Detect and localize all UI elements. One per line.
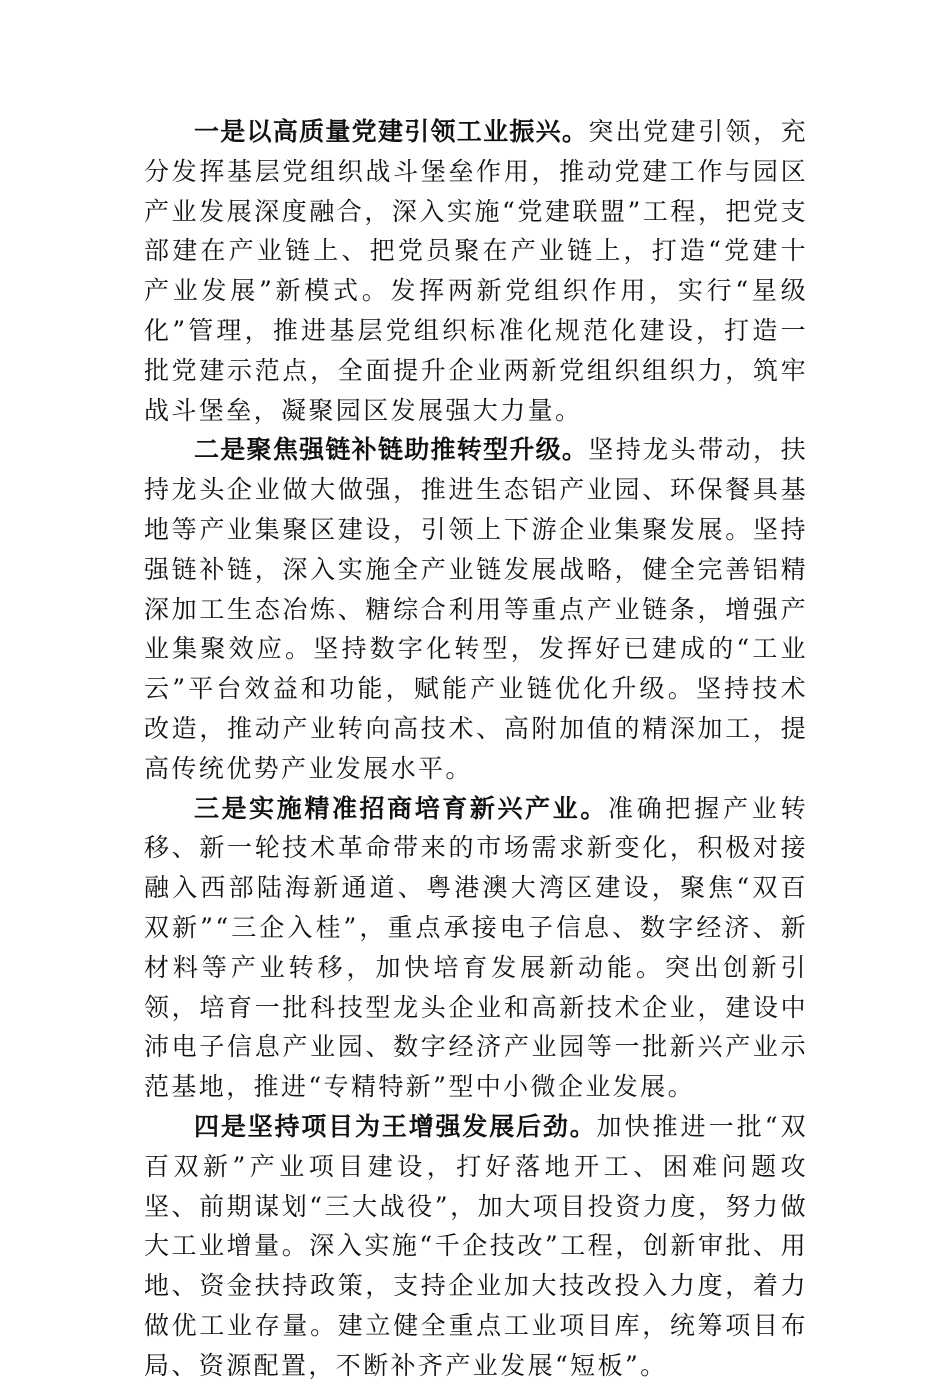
paragraph-3-heading: 三是实施精准招商培育新兴产业。 (194, 793, 608, 823)
paragraph-1 (144, 112, 808, 430)
paragraph-1-heading: 一是以高质量党建引领工业振兴。 (194, 117, 589, 146)
paragraph-2-heading: 二是聚焦强链补链助推转型升级。 (194, 435, 589, 465)
paragraph-4-body: 加快推进一批“双百双新”产业项目建设，打好落地开工、困难问题攻坚、前期谋划“三大战役”，加大项目投资力度，努力做大工业增量。深入实施“千企技改”工程，创新审批、用地、资金扶持政策，支持企业加大技改投入力度，着力做优工业存量。建立健全重点工业项目库，统筹项目布局、资源配置，不断补齐产业发展“短板”。 (144, 1111, 808, 1380)
paragraph-2 (144, 430, 808, 788)
paragraph-4-heading: 四是坚持项目为王增强发展后劲。 (194, 1111, 597, 1141)
document-page (144, 112, 808, 1386)
paragraph-3 (144, 789, 808, 1107)
paragraph-3-body: 准确把握产业转移、新一轮技术革命带来的市场需求新变化，积极对接融入西部陆海新通道、粤港澳大湾区建设，聚焦“双百双新”“三企入桂”，重点承接电子信息、数字经济、新材料等产业转移，加快培育发展新动能。突出创新引领，培育一批科技型龙头企业和高新技术企业，建设中沛电子信息产业园、数字经济产业园等一批新兴产业示范基地，推进“专精特新”型中小微企业发展。 (144, 793, 808, 1102)
paragraph-2-body: 坚持龙头带动，扶持龙头企业做大做强，推进生态铝产业园、环保餐具基地等产业集聚区建设，引领上下游企业集聚发展。坚持强链补链，深入实施全产业链发展战略，健全完善铝精深加工生态冶炼、糖综合利用等重点产业链条，增强产业集聚效应。坚持数字化转型，发挥好已建成的“工业云”平台效益和功能，赋能产业链优化升级。坚持技术改造，推动产业转向高技术、高附加值的精深加工，提高传统优势产业发展水平。 (144, 435, 808, 783)
paragraph-1-body: 突出党建引领，充分发挥基层党组织战斗堡垒作用，推动党建工作与园区产业发展深度融合，深入实施“党建联盟”工程，把党支部建在产业链上、把党员聚在产业链上，打造“党建十产业发展”新模式。发挥两新党组织作用，实行“星级化”管理，推进基层党组织标准化规范化建设，打造一批党建示范点，全面提升企业两新党组织组织力，筑牢战斗堡垒，凝聚园区发展强大力量。 (144, 117, 808, 425)
